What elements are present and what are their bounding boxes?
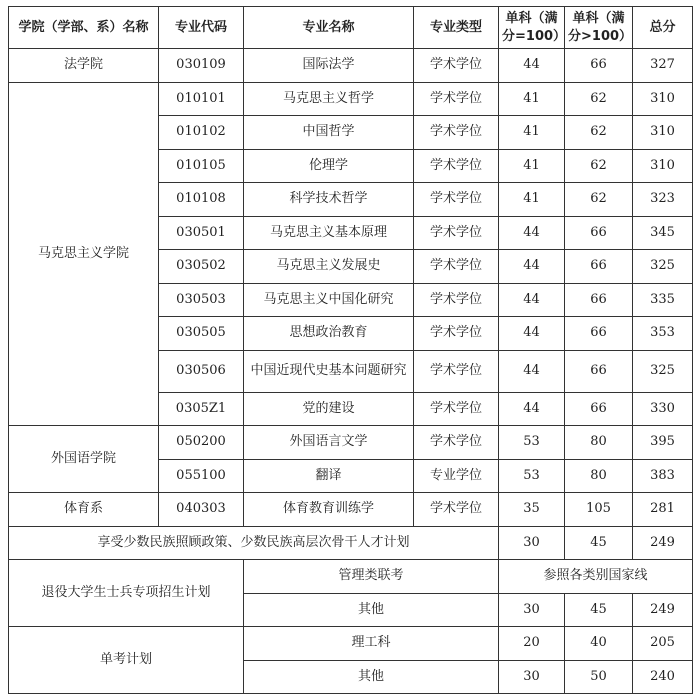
code-cell: 050200 <box>159 426 244 460</box>
college-cell: 外国语学院 <box>9 426 159 493</box>
single100-cell: 44 <box>499 250 565 284</box>
code-cell: 010101 <box>159 82 244 116</box>
type-cell: 学术学位 <box>414 426 499 460</box>
total-cell: 249 <box>633 526 693 560</box>
name-cell: 翻译 <box>244 459 414 493</box>
total-cell: 325 <box>633 350 693 392</box>
single100-cell: 20 <box>499 627 565 661</box>
name-cell: 中国哲学 <box>244 116 414 150</box>
total-cell: 325 <box>633 250 693 284</box>
header-single100: 单科（满分=100） <box>499 7 565 49</box>
header-college: 学院（学部、系）名称 <box>9 7 159 49</box>
code-cell: 030505 <box>159 317 244 351</box>
header-name: 专业名称 <box>244 7 414 49</box>
code-cell: 030109 <box>159 49 244 83</box>
total-cell: 330 <box>633 392 693 426</box>
type-cell: 学术学位 <box>414 49 499 83</box>
single-gt100-cell: 40 <box>565 627 633 661</box>
name-cell: 国际法学 <box>244 49 414 83</box>
veteran-mgmt-label: 管理类联考 <box>244 560 499 594</box>
name-cell: 外国语言文学 <box>244 426 414 460</box>
table-row <box>9 49 693 83</box>
single-gt100-cell: 66 <box>565 392 633 426</box>
minority-label: 享受少数民族照顾政策、少数民族高层次骨干人才计划 <box>9 526 499 560</box>
name-cell: 马克思主义发展史 <box>244 250 414 284</box>
code-cell: 0305Z1 <box>159 392 244 426</box>
single-exam-sci-row <box>9 627 693 661</box>
total-cell: 249 <box>633 593 693 627</box>
single-exam-other-label: 其他 <box>244 660 499 694</box>
total-cell: 335 <box>633 283 693 317</box>
total-cell: 310 <box>633 82 693 116</box>
type-cell: 学术学位 <box>414 317 499 351</box>
total-cell: 240 <box>633 660 693 694</box>
name-cell: 伦理学 <box>244 149 414 183</box>
code-cell: 055100 <box>159 459 244 493</box>
veteran-mgmt-row <box>9 560 693 594</box>
single-gt100-cell: 62 <box>565 116 633 150</box>
college-cell: 法学院 <box>9 49 159 83</box>
table-row <box>9 426 693 460</box>
name-cell: 马克思主义基本原理 <box>244 216 414 250</box>
single100-cell: 35 <box>499 493 565 527</box>
single100-cell: 53 <box>499 459 565 493</box>
veteran-label: 退役大学生士兵专项招生计划 <box>9 560 244 627</box>
single-gt100-cell: 66 <box>565 49 633 83</box>
single-gt100-cell: 80 <box>565 459 633 493</box>
total-cell: 310 <box>633 116 693 150</box>
type-cell: 学术学位 <box>414 149 499 183</box>
total-cell: 327 <box>633 49 693 83</box>
name-cell: 思想政治教育 <box>244 317 414 351</box>
single100-cell: 44 <box>499 49 565 83</box>
veteran-other-label: 其他 <box>244 593 499 627</box>
header-single-gt100: 单科（满分>100） <box>565 7 633 49</box>
single-gt100-cell: 50 <box>565 660 633 694</box>
single100-cell: 41 <box>499 183 565 217</box>
code-cell: 030503 <box>159 283 244 317</box>
name-cell: 体育教育训练学 <box>244 493 414 527</box>
single100-cell: 41 <box>499 82 565 116</box>
header-total: 总分 <box>633 7 693 49</box>
single-gt100-cell: 45 <box>565 593 633 627</box>
total-cell: 383 <box>633 459 693 493</box>
name-cell: 科学技术哲学 <box>244 183 414 217</box>
type-cell: 学术学位 <box>414 350 499 392</box>
college-cell: 体育系 <box>9 493 159 527</box>
total-cell: 205 <box>633 627 693 661</box>
total-cell: 281 <box>633 493 693 527</box>
single-gt100-cell: 105 <box>565 493 633 527</box>
header-code: 专业代码 <box>159 7 244 49</box>
total-cell: 310 <box>633 149 693 183</box>
single100-cell: 44 <box>499 392 565 426</box>
type-cell: 学术学位 <box>414 116 499 150</box>
single100-cell: 41 <box>499 149 565 183</box>
name-cell: 党的建设 <box>244 392 414 426</box>
type-cell: 学术学位 <box>414 216 499 250</box>
single-gt100-cell: 45 <box>565 526 633 560</box>
single-exam-label: 单考计划 <box>9 627 244 694</box>
type-cell: 学术学位 <box>414 183 499 217</box>
table-row <box>9 82 693 116</box>
single100-cell: 44 <box>499 216 565 250</box>
single-gt100-cell: 66 <box>565 317 633 351</box>
total-cell: 395 <box>633 426 693 460</box>
single-gt100-cell: 66 <box>565 350 633 392</box>
type-cell: 专业学位 <box>414 459 499 493</box>
single-exam-sci-label: 理工科 <box>244 627 499 661</box>
single-gt100-cell: 62 <box>565 183 633 217</box>
single-gt100-cell: 66 <box>565 283 633 317</box>
code-cell: 040303 <box>159 493 244 527</box>
total-cell: 323 <box>633 183 693 217</box>
veteran-mgmt-note: 参照各类别国家线 <box>499 560 693 594</box>
type-cell: 学术学位 <box>414 250 499 284</box>
code-cell: 010108 <box>159 183 244 217</box>
type-cell: 学术学位 <box>414 82 499 116</box>
name-cell: 马克思主义哲学 <box>244 82 414 116</box>
single100-cell: 53 <box>499 426 565 460</box>
code-cell: 030501 <box>159 216 244 250</box>
code-cell: 010105 <box>159 149 244 183</box>
single100-cell: 30 <box>499 593 565 627</box>
single100-cell: 30 <box>499 526 565 560</box>
type-cell: 学术学位 <box>414 493 499 527</box>
header-row <box>9 7 693 49</box>
table-row <box>9 493 693 527</box>
single100-cell: 44 <box>499 283 565 317</box>
single100-cell: 41 <box>499 116 565 150</box>
header-type: 专业类型 <box>414 7 499 49</box>
single100-cell: 44 <box>499 350 565 392</box>
code-cell: 030506 <box>159 350 244 392</box>
type-cell: 学术学位 <box>414 283 499 317</box>
single-gt100-cell: 80 <box>565 426 633 460</box>
single-gt100-cell: 66 <box>565 250 633 284</box>
total-cell: 345 <box>633 216 693 250</box>
total-cell: 353 <box>633 317 693 351</box>
name-cell: 马克思主义中国化研究 <box>244 283 414 317</box>
code-cell: 030502 <box>159 250 244 284</box>
single-gt100-cell: 66 <box>565 216 633 250</box>
code-cell: 010102 <box>159 116 244 150</box>
single-gt100-cell: 62 <box>565 149 633 183</box>
single-gt100-cell: 62 <box>565 82 633 116</box>
single100-cell: 44 <box>499 317 565 351</box>
score-table <box>8 6 693 694</box>
minority-row <box>9 526 693 560</box>
name-cell: 中国近现代史基本问题研究 <box>244 350 414 392</box>
college-cell: 马克思主义学院 <box>9 82 159 426</box>
type-cell: 学术学位 <box>414 392 499 426</box>
single100-cell: 30 <box>499 660 565 694</box>
